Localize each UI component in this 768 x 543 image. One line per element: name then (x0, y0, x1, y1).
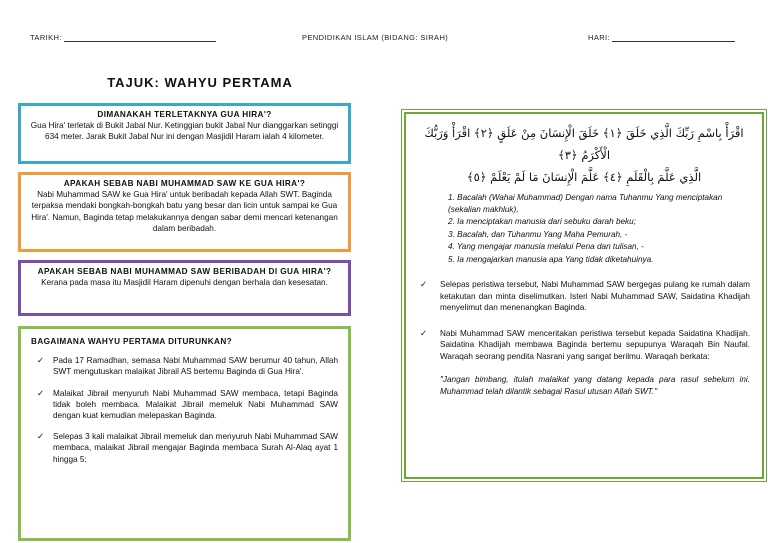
date-field (30, 33, 216, 42)
check-icon: ✓ (37, 431, 45, 442)
verse-translation: 1. Bacalah (Wahai Muhammad) Dengan nama Tuhanmu Yang menciptakan (sekalian makhluk), (448, 193, 723, 214)
list-item-text: Selepas 3 kali malaikat Jibrail memeluk dan menyuruh Nabi Muhammad SAW membaca, malaikat Jibrail mengajar Baginda membaca Surah Al-Alaq ayat 1 hingga 5: (53, 432, 338, 464)
revelation-box (18, 326, 351, 541)
surah-arabic-line-2: الَّذِي عَلَّمَ بِالْقَلَمِ ﴿٤﴾ عَلَّمَ الْإِنسَانَ مَا لَمْ يَعْلَمْ ﴿٥﴾ (466, 170, 702, 184)
list-item (31, 431, 338, 465)
list-item (31, 355, 338, 377)
surah-translation-list (418, 192, 750, 265)
reason-worship-question: APAKAH SEBAB NABI MUHAMMAD SAW BERIBADAH DI GUA HIRA'? (37, 267, 332, 276)
waraqah-quote: "Jangan bimbang, itulah malaikat yang datang kepada para rasul sebelum ini. Muhammad telah dilantik sebagai Rasul utusan Allah SWT." (440, 375, 750, 396)
list-item-text: Malaikat Jibrail menyuruh Nabi Muhammad SAW membaca, tetapi Baginda tidak boleh membaca. Malaikat Jibrail memeluk Nabi Muhammad SAW dengan kuat kemudian melepaskan Baginda. (53, 388, 338, 421)
verse-translation: 2. Ia menciptakan manusia dari sebuku darah beku; (448, 217, 636, 226)
location-question: DIMANAKAH TERLETAKNYA GUA HIRA'? (97, 110, 272, 119)
check-icon: ✓ (420, 327, 428, 338)
list-item (418, 279, 750, 314)
list-item-text: Selepas peristiwa tersebut, Nabi Muhammad SAW bergegas pulang ke rumah dalam ketakutan dan minta diselimutkan. Isteri Nabi Muhammad SAW, Saidatina Khadijah menyelimut dan menenangkan Baginda. (440, 280, 750, 312)
check-icon: ✓ (420, 279, 428, 289)
reason-worship-answer: Kerana pada masa itu Masjidil Haram dipenuhi dengan berhala dan kesesatan. (41, 278, 328, 288)
date-label: TARIKH: (30, 33, 62, 42)
date-blank-line[interactable] (64, 33, 216, 42)
reason-visit-question: APAKAH SEBAB NABI MUHAMMAD SAW KE GUA HIRA'? (63, 179, 306, 188)
verse-translation: 3. Bacalah, dan Tuhanmu Yang Maha Pemurah, - (448, 229, 628, 239)
revelation-list (31, 355, 338, 465)
aftermath-list (418, 279, 750, 397)
page-title: TAJUK: WAHYU PERTAMA (107, 75, 293, 90)
list-item (418, 328, 750, 398)
location-box (18, 103, 351, 164)
reason-visit-box (18, 172, 351, 252)
revelation-question: BAGAIMANA WAHYU PERTAMA DITURUNKAN? (31, 337, 233, 346)
day-label: HARI: (588, 33, 611, 42)
day-field (588, 33, 735, 42)
verse-translation: 4. Yang mengajar manusia melalui Pena dan tulisan, - (448, 242, 644, 251)
list-item (31, 388, 338, 422)
check-icon: ✓ (37, 387, 45, 398)
list-item-text: Nabi Muhammad SAW menceritakan peristiwa tersebut kepada Saidatina Khadijah. Saidatina Khadijah membawa Baginda bertemu sepupunya Waraqah Bin Naufal. Waraqah seorang pendita Nasrani yang sangat berilmu. Waraqah berkata: (440, 328, 750, 361)
surah-panel (404, 112, 764, 479)
reason-worship-box (18, 260, 351, 316)
list-item-text: Pada 17 Ramadhan, semasa Nabi Muhammad SAW berumur 40 tahun, Allah SWT mengutuskan malaikat Jibrail AS bertemu Baginda di Gua Hira'. (53, 356, 338, 377)
surah-arabic-line-1: اقْرَأْ بِاسْمِ رَبِّكَ الَّذِي خَلَقَ ﴿١﴾ خَلَقَ الْإِنسَانَ مِنْ عَلَقٍ ﴿٢﴾ اقْرَأْ وَرَبُّكَ الْأَكْرَمُ ﴿٣﴾ (424, 126, 744, 162)
location-answer: Gua Hira' terletak di Bukit Jabal Nur. Ketinggian bukit Jabal Nur dianggarkan setinggi 634 meter. Jarak Bukit Jabal Nur ini dengan Masjidil Haram ialah 4 kilometer. (30, 121, 339, 142)
reason-visit-answer: Nabi Muhammad SAW ke Gua Hira' untuk beribadah kepada Allah SWT. Baginda terpaksa mendaki bongkah-bongkah batu yang besar dan licin untuk sampai ke Gua Hira'. Namun, Baginda tetap melakukannya dengan sabar demi mencari ketenangan dalam beribadah. (31, 190, 338, 233)
day-blank-line[interactable] (612, 33, 735, 42)
verse-translation: 5. Ia mengajarkan manusia apa Yang tidak diketahuinya. (448, 254, 654, 264)
subject-heading: PENDIDIKAN ISLAM (BIDANG: SIRAH) (302, 33, 449, 42)
check-icon: ✓ (37, 355, 45, 366)
